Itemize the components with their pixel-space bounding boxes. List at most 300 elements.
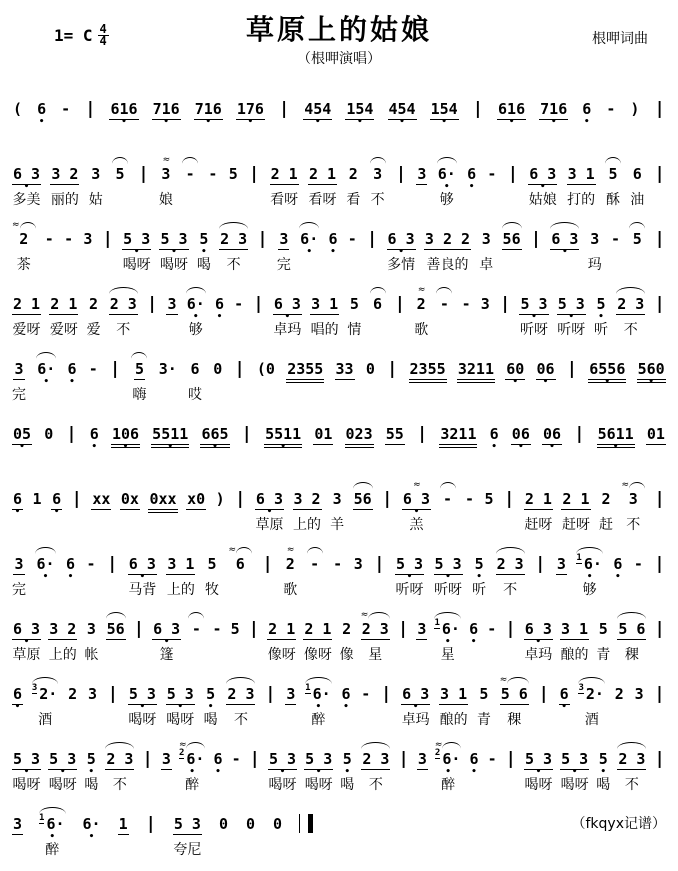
note-token <box>12 285 41 340</box>
note-token <box>308 155 337 210</box>
note-token <box>267 610 296 665</box>
ornament-row <box>228 155 239 164</box>
barline <box>249 740 261 795</box>
lyric-text: 娘 <box>158 192 173 208</box>
note-token <box>82 805 102 860</box>
note-token <box>305 675 331 730</box>
ornament-row <box>629 90 640 99</box>
note-row <box>60 99 71 120</box>
barline <box>106 545 118 600</box>
note-token <box>519 285 548 340</box>
ornament-row <box>536 350 556 359</box>
note-row <box>299 814 313 835</box>
ornament-row <box>86 545 97 554</box>
note-text: 5 3 <box>166 685 194 703</box>
note-text: - <box>487 620 497 638</box>
lyric-text: 喝呀 <box>122 257 151 273</box>
note-text: | <box>249 164 260 184</box>
note-token <box>161 740 172 795</box>
ornament-row <box>457 350 495 359</box>
lyric-text: 喝 <box>203 712 218 728</box>
note-text: 05 <box>13 425 32 443</box>
octave-dot-row: • <box>279 767 286 777</box>
note-text: 6 <box>13 490 23 508</box>
note-row <box>380 684 392 705</box>
ornament-row <box>637 350 666 359</box>
note-row <box>653 684 665 705</box>
note-row <box>310 294 339 315</box>
note-token <box>270 155 299 210</box>
note-token <box>182 155 198 210</box>
lyric-text: 茶 <box>16 257 31 273</box>
ornament-row <box>159 155 173 164</box>
note-row <box>212 359 223 380</box>
note-token <box>219 220 248 275</box>
ornament-row <box>106 610 126 619</box>
octave-dot-row: • <box>177 702 184 712</box>
note-row <box>50 164 79 185</box>
note-text: 665 <box>200 424 229 448</box>
note-text: 3 <box>590 230 600 248</box>
note-text: | <box>249 749 260 769</box>
note-token <box>63 220 74 275</box>
note-row <box>653 294 665 315</box>
note-text: | <box>654 99 665 119</box>
ornament-row <box>654 480 666 489</box>
note-text: 3 1 <box>311 295 339 313</box>
ornament-row <box>131 350 147 359</box>
note-token <box>614 675 625 730</box>
note-text: - <box>310 555 320 573</box>
note-text: 2 3 <box>227 685 255 703</box>
note-text: 6· <box>186 750 205 768</box>
ornament-row <box>414 285 428 294</box>
note-text: 6 <box>467 165 477 183</box>
ornament-row <box>402 480 431 489</box>
barline <box>109 350 121 405</box>
score-line <box>12 350 666 405</box>
note-row <box>32 684 58 705</box>
note-text: 5 <box>134 360 144 378</box>
octave-dot-row: • <box>535 637 542 647</box>
ornament-row <box>67 675 78 684</box>
note-token <box>128 545 157 600</box>
barline <box>278 90 290 145</box>
note-row <box>505 749 517 770</box>
ornament-row <box>560 740 589 749</box>
ornament-row <box>12 220 36 229</box>
octave-dot-row: • <box>284 312 291 322</box>
ornament-row <box>388 90 417 99</box>
note-text: 3 <box>87 685 97 703</box>
note-text: 06 <box>543 425 562 443</box>
note-token <box>212 350 223 405</box>
note-text: | <box>416 424 428 444</box>
ornament-row <box>480 285 491 294</box>
score-line <box>12 480 666 535</box>
lyric-text: 不 <box>233 712 248 728</box>
note-text: - <box>442 490 453 508</box>
note-text: 6· <box>312 685 331 703</box>
grace-note: 3 <box>578 683 584 693</box>
note-text: 2 1 <box>50 295 78 313</box>
note-text: | <box>107 684 119 704</box>
octave-dot-row: • <box>306 247 313 257</box>
octave-dot-row: • <box>471 767 477 777</box>
song-title: 草原上的姑娘 <box>245 13 432 46</box>
slur-arc <box>353 482 373 489</box>
note-text: 3 <box>14 360 24 378</box>
note-text: | <box>133 619 144 639</box>
ornament-row <box>88 350 99 359</box>
note-token <box>218 805 229 860</box>
ornament-row <box>397 610 409 619</box>
note-row <box>567 164 596 185</box>
note-text: | <box>71 489 82 509</box>
note-text: - <box>88 360 98 378</box>
transcriber-note: （fkqyx记谱） <box>571 816 666 832</box>
octave-dot-row: • <box>357 117 363 127</box>
octave-dot-row: • <box>586 572 593 582</box>
note-text: 6 3 <box>273 295 301 313</box>
note-text: | <box>472 99 483 119</box>
note-row <box>48 619 77 640</box>
octave-dot-row: • <box>406 572 413 582</box>
octave-dot-row: • <box>445 572 451 582</box>
octave-dot-row: • <box>531 312 537 322</box>
note-row <box>146 294 158 315</box>
note-text: | <box>147 294 158 314</box>
note-text: | <box>253 294 264 314</box>
octave-dot-row: • <box>568 312 575 322</box>
grace-note: 3 <box>31 683 38 693</box>
note-token <box>310 285 339 340</box>
note-row <box>189 359 200 380</box>
note-token <box>560 740 589 795</box>
ornament-row <box>500 675 529 684</box>
slur-arc <box>496 547 525 554</box>
note-row <box>617 619 646 640</box>
octave-dot-row: • <box>280 442 286 452</box>
note-text: 6· <box>442 750 461 768</box>
note-row <box>566 359 578 380</box>
barline <box>380 675 392 730</box>
note-text: 6 <box>632 165 642 183</box>
note-token <box>48 740 77 795</box>
lyric-text: 爱 <box>86 322 101 338</box>
ornament-row <box>370 155 386 164</box>
note-text: - <box>465 490 475 508</box>
note-row <box>502 229 522 250</box>
note-token <box>340 610 354 665</box>
score-line <box>12 285 666 340</box>
note-row <box>632 164 643 185</box>
note-text: 023 <box>345 424 374 448</box>
note-row <box>267 619 296 640</box>
barline <box>416 415 428 470</box>
ornament-row <box>148 480 177 489</box>
ornament-row <box>186 285 206 294</box>
lyric-text: 喝 <box>340 777 355 793</box>
ornament-row <box>219 220 248 229</box>
note-text: 3211 <box>439 424 477 448</box>
lyric-text: 不 <box>368 777 383 793</box>
note-row <box>614 684 625 705</box>
ornament-row <box>654 155 666 164</box>
note-row <box>556 554 567 575</box>
note-text: | <box>110 359 121 379</box>
ornament-row <box>373 545 385 554</box>
ornament-row <box>60 90 71 99</box>
ornament-row <box>12 155 41 164</box>
ornament-row <box>588 220 602 229</box>
note-row <box>439 294 450 315</box>
note-row <box>211 619 222 640</box>
note-token <box>159 155 173 210</box>
note-text: 6 3 <box>13 165 41 183</box>
note-text: 6 3 <box>402 685 430 703</box>
ornament-row <box>63 220 74 229</box>
note-token <box>179 740 205 795</box>
note-row <box>12 814 23 835</box>
note-text: 6 3 <box>153 620 181 638</box>
note-row <box>617 749 646 770</box>
ornament-row <box>466 155 477 164</box>
note-text: 2 <box>601 490 611 508</box>
note-row <box>86 554 97 575</box>
note-token <box>313 415 333 470</box>
note-token <box>524 740 553 795</box>
ornament-row <box>65 415 77 424</box>
note-text: 3 <box>417 750 427 768</box>
lyric-text: 听呀 <box>434 582 463 598</box>
note-row <box>105 749 134 770</box>
octave-dot-row: • <box>207 702 214 712</box>
note-token <box>272 805 283 860</box>
note-token <box>479 220 493 275</box>
ornament-row <box>252 285 264 294</box>
octave-dot-row: • <box>88 832 95 842</box>
note-row <box>166 554 195 575</box>
note-text: | <box>107 554 118 574</box>
note-token <box>557 285 586 340</box>
note-token <box>128 675 157 730</box>
note-row <box>13 554 24 575</box>
ornament-row <box>654 610 666 619</box>
ornament-row <box>335 350 355 359</box>
note-text: 3 <box>167 295 177 313</box>
note-row <box>654 749 666 770</box>
note-row <box>484 489 495 510</box>
lyric-text: 喝 <box>596 777 611 793</box>
note-token <box>430 90 459 145</box>
note-token <box>347 285 361 340</box>
octave-dot-row: • <box>648 377 655 387</box>
note-row <box>88 294 99 315</box>
lyric-text: 不 <box>112 777 127 793</box>
octave-dot-row: • <box>212 442 218 452</box>
lyric-text: 歌 <box>283 582 298 598</box>
lyric-text: 够 <box>582 582 597 598</box>
note-text: 01 <box>314 425 333 443</box>
note-row <box>264 684 276 705</box>
note-text: 6 <box>235 555 245 573</box>
ornament-row <box>599 480 613 489</box>
note-token <box>228 545 252 600</box>
ornament-row <box>256 220 268 229</box>
note-token <box>596 610 610 665</box>
ornament-row <box>51 480 62 489</box>
note-row <box>84 99 96 120</box>
note-row <box>534 554 546 575</box>
note-token <box>480 285 491 340</box>
lyric-text: 赶呀 <box>561 517 590 533</box>
ornament-row <box>347 285 361 294</box>
note-token <box>215 480 226 535</box>
score-line <box>12 155 666 210</box>
barline <box>234 480 246 535</box>
note-row <box>348 164 359 185</box>
note-text: 716 <box>152 100 180 118</box>
ornament-row <box>559 675 570 684</box>
ornament-row <box>12 740 41 749</box>
note-text: 6 3 <box>529 165 557 183</box>
note-token <box>605 155 621 210</box>
octave-dot-row: • <box>445 767 452 777</box>
ornament-row <box>330 480 344 489</box>
ornament-row <box>313 415 333 424</box>
octave-dot-row: • <box>122 442 129 452</box>
octave-dot-row: • <box>604 377 611 387</box>
slur-arc <box>361 742 390 749</box>
note-text: | <box>398 749 409 769</box>
note-token <box>542 415 562 470</box>
note-token <box>268 740 297 795</box>
note-text: | <box>654 684 665 704</box>
ornament-row <box>472 90 484 99</box>
ornament-row <box>152 610 181 619</box>
note-text: | <box>382 489 393 509</box>
note-token <box>345 90 374 145</box>
note-row <box>285 554 296 575</box>
note-token <box>435 740 461 795</box>
barline <box>252 285 264 340</box>
note-text: 2· <box>585 685 604 703</box>
octave-dot-row: • <box>163 117 170 127</box>
note-text: 6· <box>46 815 65 833</box>
lyric-text: 星 <box>440 647 455 663</box>
note-token <box>424 220 471 275</box>
barline <box>142 740 154 795</box>
ornament-row <box>12 480 23 489</box>
barline <box>65 415 77 470</box>
note-text: 3· <box>158 360 177 378</box>
barline <box>654 610 666 665</box>
note-text: 5 6 <box>500 685 528 703</box>
ornament-row <box>211 610 222 619</box>
octave-dot-row: • <box>189 767 196 777</box>
note-text: 2 <box>614 685 624 703</box>
note-text: 6 <box>190 360 200 378</box>
grace-note: 2 <box>178 748 185 758</box>
ornament-row <box>146 285 158 294</box>
note-row <box>654 164 666 185</box>
ornament-row <box>186 480 206 489</box>
barline <box>566 350 578 405</box>
note-token <box>385 415 405 470</box>
note-row <box>207 164 218 185</box>
ornament-row <box>327 220 338 229</box>
lyric-text: 爱呀 <box>12 322 41 338</box>
note-token <box>36 350 56 405</box>
octave-dot-row: • <box>91 442 98 452</box>
octave-dot-row: • <box>215 767 221 777</box>
note-token <box>12 90 23 145</box>
note-token <box>109 90 138 145</box>
note-token <box>166 675 195 730</box>
note-row <box>270 164 299 185</box>
note-row <box>442 489 453 510</box>
note-token <box>87 285 101 340</box>
ornament-row <box>524 480 553 489</box>
note-text: 3 2 2 <box>424 230 471 248</box>
note-text: 56 <box>106 620 125 638</box>
lyric-text: 草原 <box>12 647 41 663</box>
note-row <box>386 359 398 380</box>
ornament-row <box>285 675 296 684</box>
note-text: 2 1 <box>13 295 41 313</box>
note-row <box>360 684 371 705</box>
note-token <box>51 480 62 535</box>
note-text: 5 3 <box>123 230 151 248</box>
lyric-text: 看呀 <box>308 192 337 208</box>
lyric-text: 够 <box>439 192 454 208</box>
note-token <box>212 740 223 795</box>
octave-dot-row: • <box>550 117 557 127</box>
octave-dot-row: • <box>476 572 482 582</box>
octave-dot-row: • <box>512 377 519 387</box>
lyric-text: 酿的 <box>560 647 589 663</box>
ornament-row <box>133 610 145 619</box>
note-text: 1 <box>118 815 128 833</box>
note-token <box>370 285 386 340</box>
lyric-text: 醉 <box>45 842 60 858</box>
note-text: 3 2 <box>293 490 321 508</box>
ornament-row <box>605 90 616 99</box>
slur-arc <box>617 742 646 749</box>
note-text: 2 3 <box>109 295 137 313</box>
note-text: | <box>535 554 546 574</box>
note-token <box>36 90 47 145</box>
ornament-row <box>12 545 26 554</box>
ornament-row <box>166 675 195 684</box>
lyric-text: 醉 <box>441 777 456 793</box>
note-text: 5 3 <box>524 750 553 768</box>
ornament-row <box>395 155 407 164</box>
barline <box>530 220 542 275</box>
note-text: ) <box>215 490 225 508</box>
note-token <box>536 350 556 405</box>
ornament-row <box>299 220 319 229</box>
note-token <box>188 350 202 405</box>
note-token <box>486 155 497 210</box>
note-token <box>434 610 460 665</box>
ornament-row <box>497 90 526 99</box>
ornament-row <box>204 675 218 684</box>
ornament-row <box>616 285 645 294</box>
note-text: 06 <box>536 360 555 378</box>
note-token <box>472 545 486 600</box>
